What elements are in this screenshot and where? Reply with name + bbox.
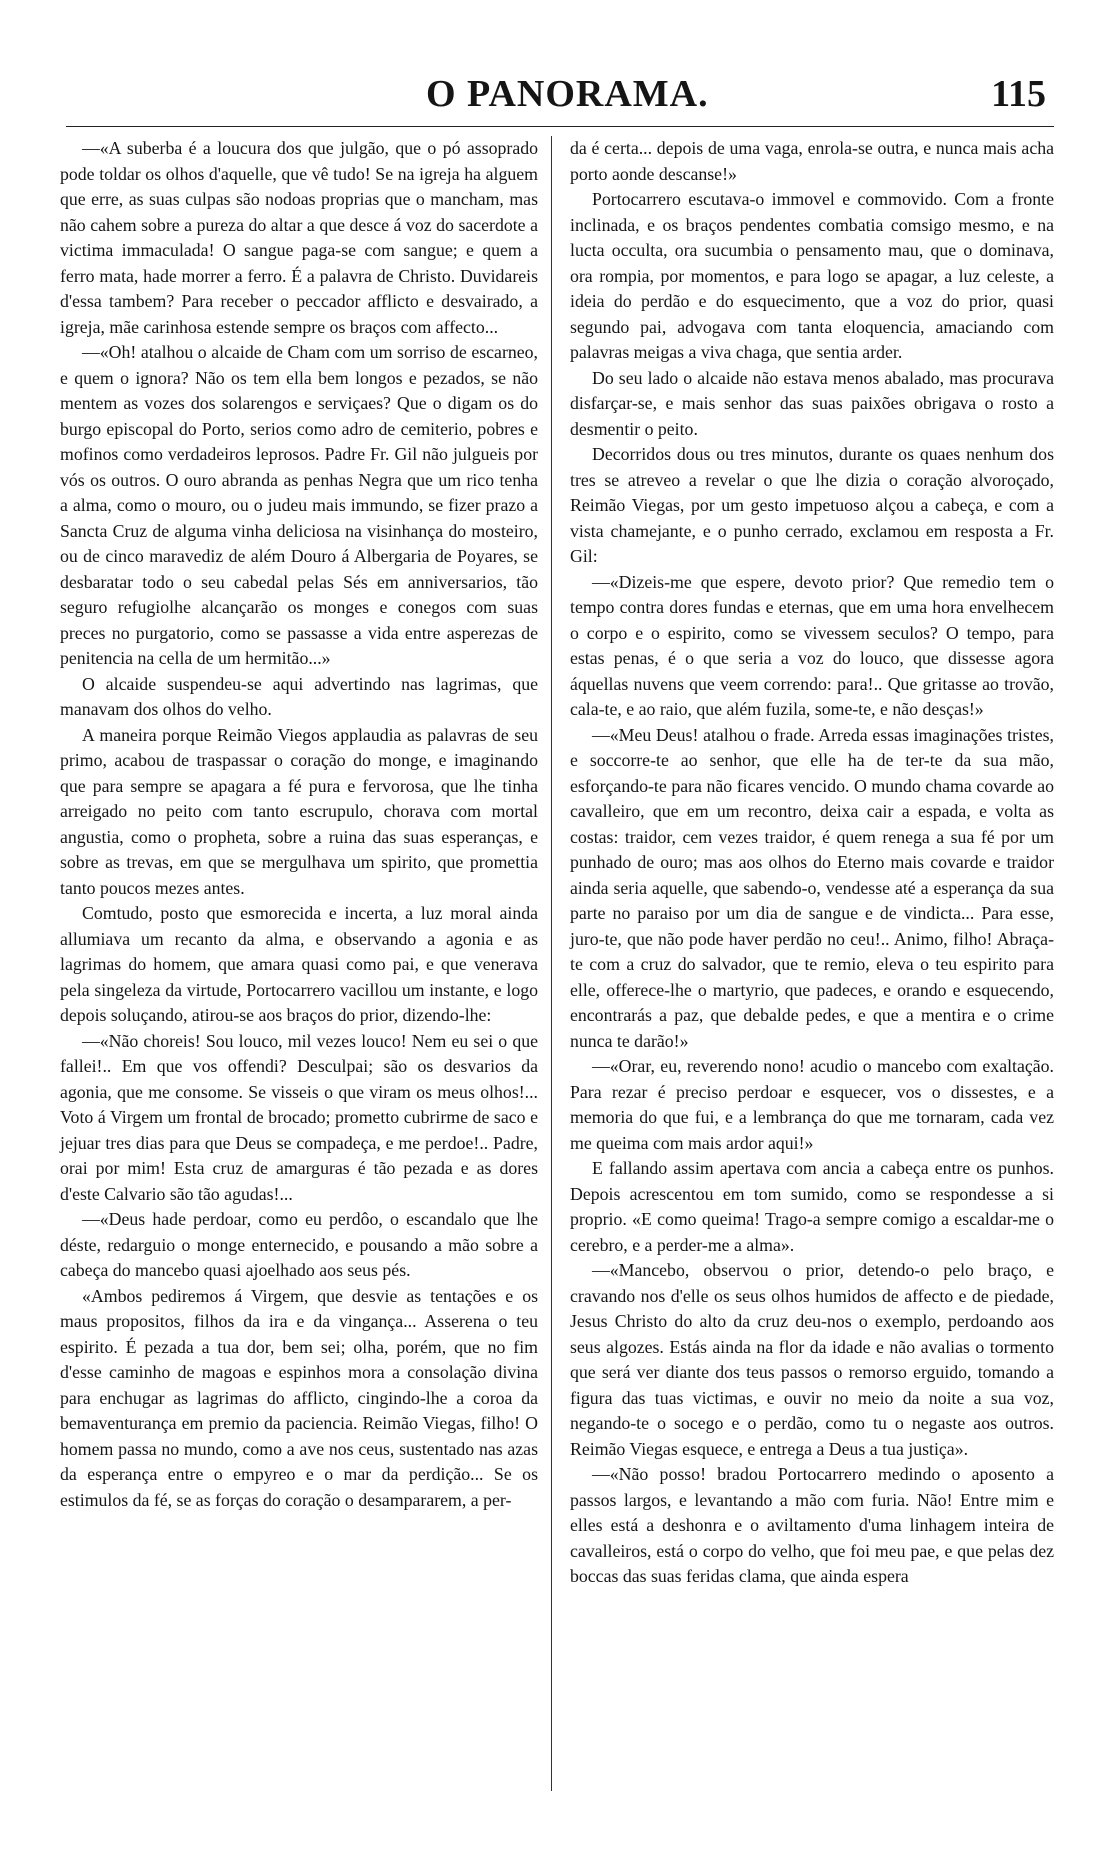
paragraph: Comtudo, posto que esmorecida e incerta, a luz moral ainda allumiava um recanto da alma, e observando a agonia e as lagrimas do homem, que amara quasi como pai, e que venerava pela singeleza da virtude, Portocarrero vacillou um instante, e logo depois soluçando, atirou-se aos braços do prior, dizendo-lhe: <box>60 903 538 1025</box>
paragraph: —«Mancebo, observou o prior, detendo-o pelo braço, e cravando nos d'elle os seus olhos humidos de affecto e de piedade, Jesus Christo do alto da cruz deu-nos o exemplo, perdoando aos seus algozes. Estás ainda na flor da idade e não avalias o tormento que será ver diante dos teus passos o remorso erguido, tomando a figura das tuas victimas, e ouvir no meio da noite a sua voz, negando-te o socego e o perdão, como tu o negaste aos outros. Reimão Viegas esquece, e entrega a Deus a tua justiça». <box>570 1260 1054 1459</box>
paragraph: Do seu lado o alcaide não estava menos abalado, mas procurava disfarçar-se, e mais senhor das suas paixões obrigava o rosto a desmentir o peito. <box>570 367 1054 439</box>
paragraph: —«Dizeis-me que espere, devoto prior? Que remedio tem o tempo contra dores fundas e eternas, que em uma hora envelhecem o corpo e o espirito, como se vivessem seculos? O tempo, para estas penas, é o que seria a voz do louco, que dissesse agora áquellas nuvens que veem correndo: para!.. Que gritasse ao trovão, cala-te, e ao raio, que além fuzila, some-te, e não desças!» <box>570 571 1054 719</box>
right-column <box>570 136 1054 1590</box>
page-number: 115 <box>991 73 1046 115</box>
paragraph: «Ambos pediremos á Virgem, que desvie as tentações e os maus propositos, filhos da ira e da vingança... Asserena o teu espirito. É pezada a tua dor, bem sei; olha, porém, que no fim d'esse caminho de magoas e espinhos mora a consolação divina para enchugar as lagrimas do afflicto, cingindo-lhe a coroa da bemaventurança em premio da paciencia. Reimão Viegas, filho! O homem passa no mundo, como a ave nos ceus, sustentado nas azas da esperança entre o empyreo e o mar da perdição... Se os estimulos da fé, se as forças do coração o desampararem, a per- <box>60 1285 538 1510</box>
paragraph: —«Não choreis! Sou louco, mil vezes louco! Nem eu sei o que fallei!.. Em que vos offendi? Desculpai; são os desvarios da agonia, que me consome. Se visseis o que viram os meus olhos!... Voto á Virgem um frontal de brocado; prometto cubrirme de saco e jejuar tres dias para que Deus se compadeça, e me perdoe!.. Padre, orai por mim! Esta cruz de amarguras é tão pezada e as dores d'este Calvario são tão agudas!... <box>60 1030 538 1204</box>
paragraph: Decorridos dous ou tres minutos, durante os quaes nenhum dos tres se atreveo a revelar o que lhe dizia o coração alvoroçado, Reimão Viegas, por um gesto impetuoso alçou a cabeça, e com a vista chamejante, e o punho cerrado, exclamou em resposta a Fr. Gil: <box>570 444 1054 566</box>
header-rule <box>66 126 1054 127</box>
left-column <box>60 136 538 1513</box>
paragraph: —«Meu Deus! atalhou o frade. Arreda essas imaginações tristes, e soccorre-te ao senhor, que elle ha de ter-te da sua mão, esforçando-te para não ficares vencido. O mundo chama covarde ao cavalleiro, que em um recontro, deixa cair a espada, e volta as costas: traidor, cem vezes traidor, é quem renega a sua fé por um punhado de ouro; mas aos olhos do Eterno mais covarde e traidor ainda seria aquelle, que sabendo-o, vendesse até a esperança da sua parte no paraiso por um dia de sangue e de vindicta... Para esse, juro-te, que não pode haver perdão no ceu!.. Animo, filho! Abraça-te com a cruz do salvador, que te remio, eleva o teu espirito para elle, offerece-lhe o martyrio, que padeces, e orando e esquecendo, encontrarás a paz, que debalde pedes, e que a mentira e o crime nunca te darão!» <box>570 724 1054 1051</box>
paragraph: Portocarrero escutava-o immovel e commovido. Com a fronte inclinada, e os braços pendentes combatia comsigo mesmo, e na lucta occulta, ora sucumbia o pensamento mau, que o dominava, ora rompia, por momentos, e para logo se apagar, a luz celeste, a ideia do perdão e do esquecimento, que a voz do prior, quasi segundo pai, advogava com tanta eloquencia, amaciando com palavras meigas a viva chaga, que sentia arder. <box>570 189 1054 362</box>
running-title: O PANORAMA. <box>426 73 709 115</box>
column-divider <box>551 136 552 1791</box>
paragraph: da é certa... depois de uma vaga, enrola-se outra, e nunca mais acha porto aonde descanse!» <box>570 138 1054 184</box>
paragraph: —«Deus hade perdoar, como eu perdôo, o escandalo que lhe déste, redarguio o monge enternecido, e pousando a mão sobre a cabeça do mancebo quasi ajoelhado aos seus pés. <box>60 1209 538 1280</box>
paragraph: —«A suberba é a loucura dos que julgão, que o pó assoprado pode toldar os olhos d'aquelle, que vê tudo! Se na igreja ha alguem que erre, as suas culpas são nodoas proprias que o mancham, mas não cahem sobre a pureza do altar a que desce á voz do sacerdote a victima immaculada! O sangue paga-se com sangue; e quem a ferro mata, hade morrer a ferro. É a palavra de Christo. Duvidareis d'essa tambem? Para receber o peccador afflicto e desvairado, a igreja, mãe carinhosa estende sempre os braços com affecto... <box>60 138 538 337</box>
paragraph: A maneira porque Reimão Viegos applaudia as palavras de seu primo, acabou de traspassar o coração do monge, e imaginando que para sempre se apagara a fé pura e fervorosa, que lhe tinha arreigado no peito com tanto escrupulo, chorava com mortal angustia, como o propheta, sobre a ruina das suas esperanças, e sobre as trevas, em que se mergulhava um spirito, que promettia tanto poucos mezes antes. <box>60 724 538 898</box>
page-header <box>46 72 1054 122</box>
paragraph: —«Não posso! bradou Portocarrero medindo o aposento a passos largos, e levantando a mão com furia. Não! Entre mim e elles está a deshonra e o aviltamento d'uma linhagem inteira de cavalleiros, está o corpo do velho, que foi meu pae, e que pelas dez boccas das suas feridas clama, que ainda espera <box>570 1464 1054 1586</box>
paragraph: O alcaide suspendeu-se aqui advertindo nas lagrimas, que manavam dos olhos do velho. <box>60 673 538 719</box>
paragraph: —«Orar, eu, reverendo nono! acudio o mancebo com exaltação. Para rezar é preciso perdoar e esquecer, vos o dissestes, e a memoria do que fui, e a lembrança do que me tornaram, cada vez me queima com mais ardor aqui!» <box>570 1056 1054 1153</box>
paragraph: —«Oh! atalhou o alcaide de Cham com um sorriso de escarneo, e quem o ignora? Não os tem ella bem longos e pezados, se não mentem as vozes dos solarengos e serviçaes? Que o digam os do burgo episcopal do Porto, serios como adro de cemiterio, pobres e mofinos como verdadeiros leprosos. Padre Fr. Gil não julgueis por vós os outros. O ouro abranda as penhas Negra que um rico tenha a alma, como o mouro, ou o judeu mais immundo, se fizer prazo a Sancta Cruz de alguma vinha deliciosa na visinhança do mosteiro, ou de cinco maravediz de além Douro á Albergaria de Poyares, se desbaratar todo o seu cabedal pelas Sés em anniversarios, tão seguro refugiolhe alcançarão os monges e conegos com suas preces no purgatorio, como se passasse a vida entre asperezas de penitencia na cella de um hermitão...» <box>60 342 538 668</box>
newspaper-page <box>46 0 1054 1869</box>
paragraph: E fallando assim apertava com ancia a cabeça entre os punhos. Depois acrescentou em tom sumido, como se respondesse a si proprio. «E como queima! Trago-a sempre comigo a escaldar-me o cerebro, e a perder-me a alma». <box>570 1158 1054 1255</box>
